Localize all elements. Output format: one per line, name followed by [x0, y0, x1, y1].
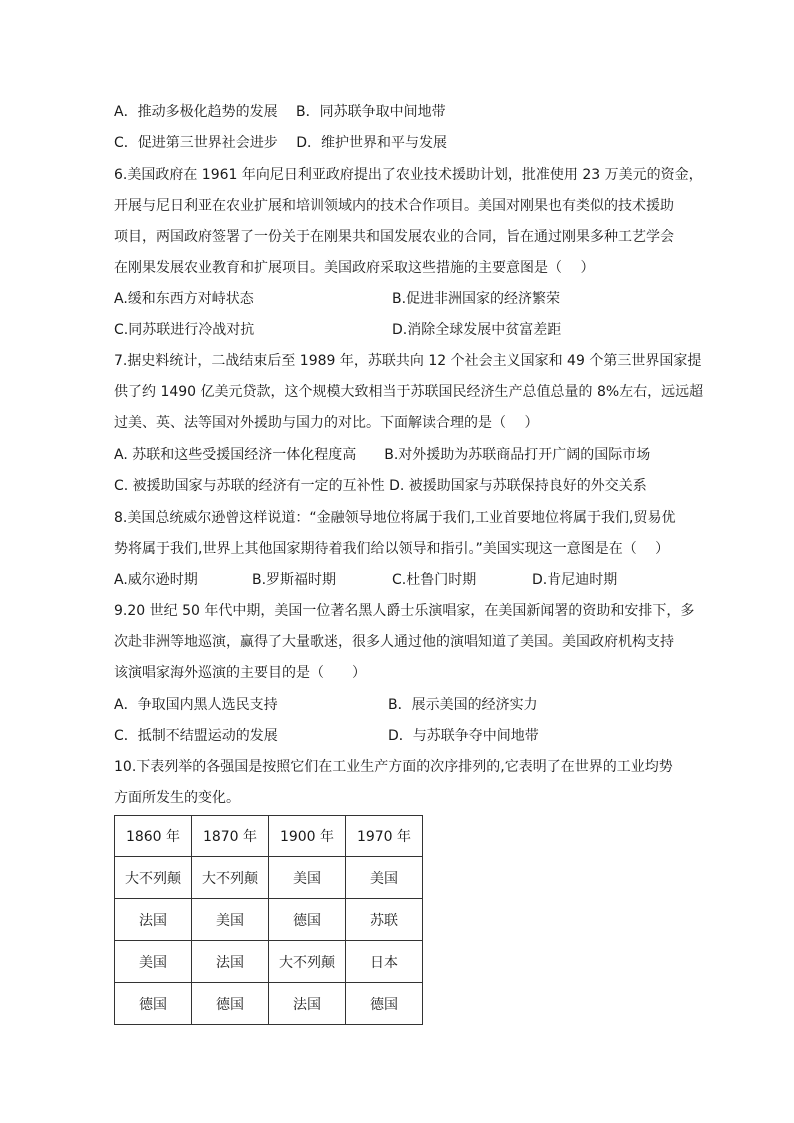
table-cell: 大不列颠 — [269, 941, 346, 983]
table-header-row — [115, 816, 423, 857]
q6-stem-line-1: 6.美国政府在 1961 年向尼日利亚政府提出了农业技术援助计划，批准使用 23 万美元的资金， — [114, 167, 703, 183]
q8-option-a: A.威尔逊时期 — [114, 572, 198, 588]
table-row — [115, 983, 423, 1025]
table-cell: 美国 — [115, 941, 192, 983]
table-cell: 法国 — [269, 983, 346, 1025]
table-header-cell: 1870 年 — [192, 816, 269, 857]
q9-option-b: B．展示美国的经济实力 — [388, 697, 538, 713]
table-header-cell: 1970 年 — [346, 816, 423, 857]
q7-stem-line-1: 7.据史料统计，二战结束后至 1989 年，苏联共向 12 个社会主义国家和 49 个第三世界国家提 — [114, 353, 702, 369]
q9-stem-line-1: 9.20 世纪 50 年代中期，美国一位著名黑人爵士乐演唱家，在美国新闻署的资助和安排下，多 — [114, 603, 695, 619]
q9-option-c: C．抵制不结盟运动的发展 — [114, 728, 278, 744]
q8-stem-line-2: 势将属于我们,世界上其他国家期待着我们给以领导和指引。”美国实现这一意图是在（ ） — [114, 541, 670, 557]
table-header-cell: 1900 年 — [269, 816, 346, 857]
industrial-ranking-table — [114, 815, 423, 1025]
table-row — [115, 941, 423, 983]
table-cell: 日本 — [346, 941, 423, 983]
q7-option-row-2: C. 被援助国家与苏联的经济有一定的互补性 D. 被援助国家与苏联保持良好的外交关系 — [114, 478, 647, 494]
table-cell: 法国 — [115, 899, 192, 941]
table-header-cell: 1860 年 — [115, 816, 192, 857]
q5-option-row-2: C．促进第三世界社会进步 D．维护世界和平与发展 — [114, 135, 448, 151]
q10-stem-line-1: 10.下表列举的各强国是按照它们在工业生产方面的次序排列的,它表明了在世界的工业均势 — [114, 759, 673, 775]
q7-option-row-1: A. 苏联和这些受援国经济一体化程度高 B.对外援助为苏联商品打开广阔的国际市场 — [114, 447, 651, 463]
table-row — [115, 899, 423, 941]
q8-option-d: D.肯尼迪时期 — [532, 572, 618, 588]
table-row — [115, 857, 423, 899]
q6-option-c: C.同苏联进行冷战对抗 — [114, 322, 255, 338]
q8-stem-line-1: 8.美国总统威尔逊曾这样说道：“金融领导地位将属于我们,工业首要地位将属于我们,贸易优 — [114, 510, 676, 526]
q9-option-d: D．与苏联争夺中间地带 — [388, 728, 539, 744]
table-cell: 德国 — [115, 983, 192, 1025]
q6-option-d: D.消除全球发展中贫富差距 — [392, 322, 562, 338]
q6-option-b: B.促进非洲国家的经济繁荣 — [392, 291, 561, 307]
q6-stem-line-4: 在刚果发展农业教育和扩展项目。美国政府采取这些措施的主要意图是（ ） — [114, 260, 595, 276]
q7-stem-line-2: 供了约 1490 亿美元贷款，这个规模大致相当于苏联国民经济生产总值总量的 8%左右，远远超 — [114, 384, 704, 400]
q6-stem-line-3: 项目，两国政府签署了一份关于在刚果共和国发展农业的合同，旨在通过刚果多种工艺学会 — [114, 229, 674, 245]
q9-stem-line-2: 次赴非洲等地巡演，赢得了大量歌迷，很多人通过他的演唱知道了美国。美国政府机构支持 — [114, 634, 674, 650]
table-cell: 大不列颠 — [192, 857, 269, 899]
q9-stem-line-3: 该演唱家海外巡演的主要目的是（ ） — [114, 665, 366, 681]
q6-stem-line-2: 开展与尼日利亚在农业扩展和培训领域内的技术合作项目。美国对刚果也有类似的技术援助 — [114, 198, 674, 214]
table-cell: 德国 — [346, 983, 423, 1025]
q6-option-a: A.缓和东西方对峙状态 — [114, 291, 254, 307]
table-cell: 美国 — [192, 899, 269, 941]
table-cell: 苏联 — [346, 899, 423, 941]
table-cell: 法国 — [192, 941, 269, 983]
table-cell: 美国 — [269, 857, 346, 899]
q10-stem-line-2: 方面所发生的变化。 — [114, 790, 240, 806]
q9-option-a: A．争取国内黑人选民支持 — [114, 697, 278, 713]
table-cell: 德国 — [192, 983, 269, 1025]
q7-stem-line-3: 过美、英、法等国对外援助与国力的对比。下面解读合理的是（ ） — [114, 415, 539, 431]
q5-option-row-1: A．推动多极化趋势的发展 B．同苏联争取中间地带 — [114, 104, 446, 120]
table-cell: 大不列颠 — [115, 857, 192, 899]
q8-option-b: B.罗斯福时期 — [252, 572, 337, 588]
table-cell: 德国 — [269, 899, 346, 941]
table-cell: 美国 — [346, 857, 423, 899]
q8-option-c: C.杜鲁门时期 — [392, 572, 477, 588]
